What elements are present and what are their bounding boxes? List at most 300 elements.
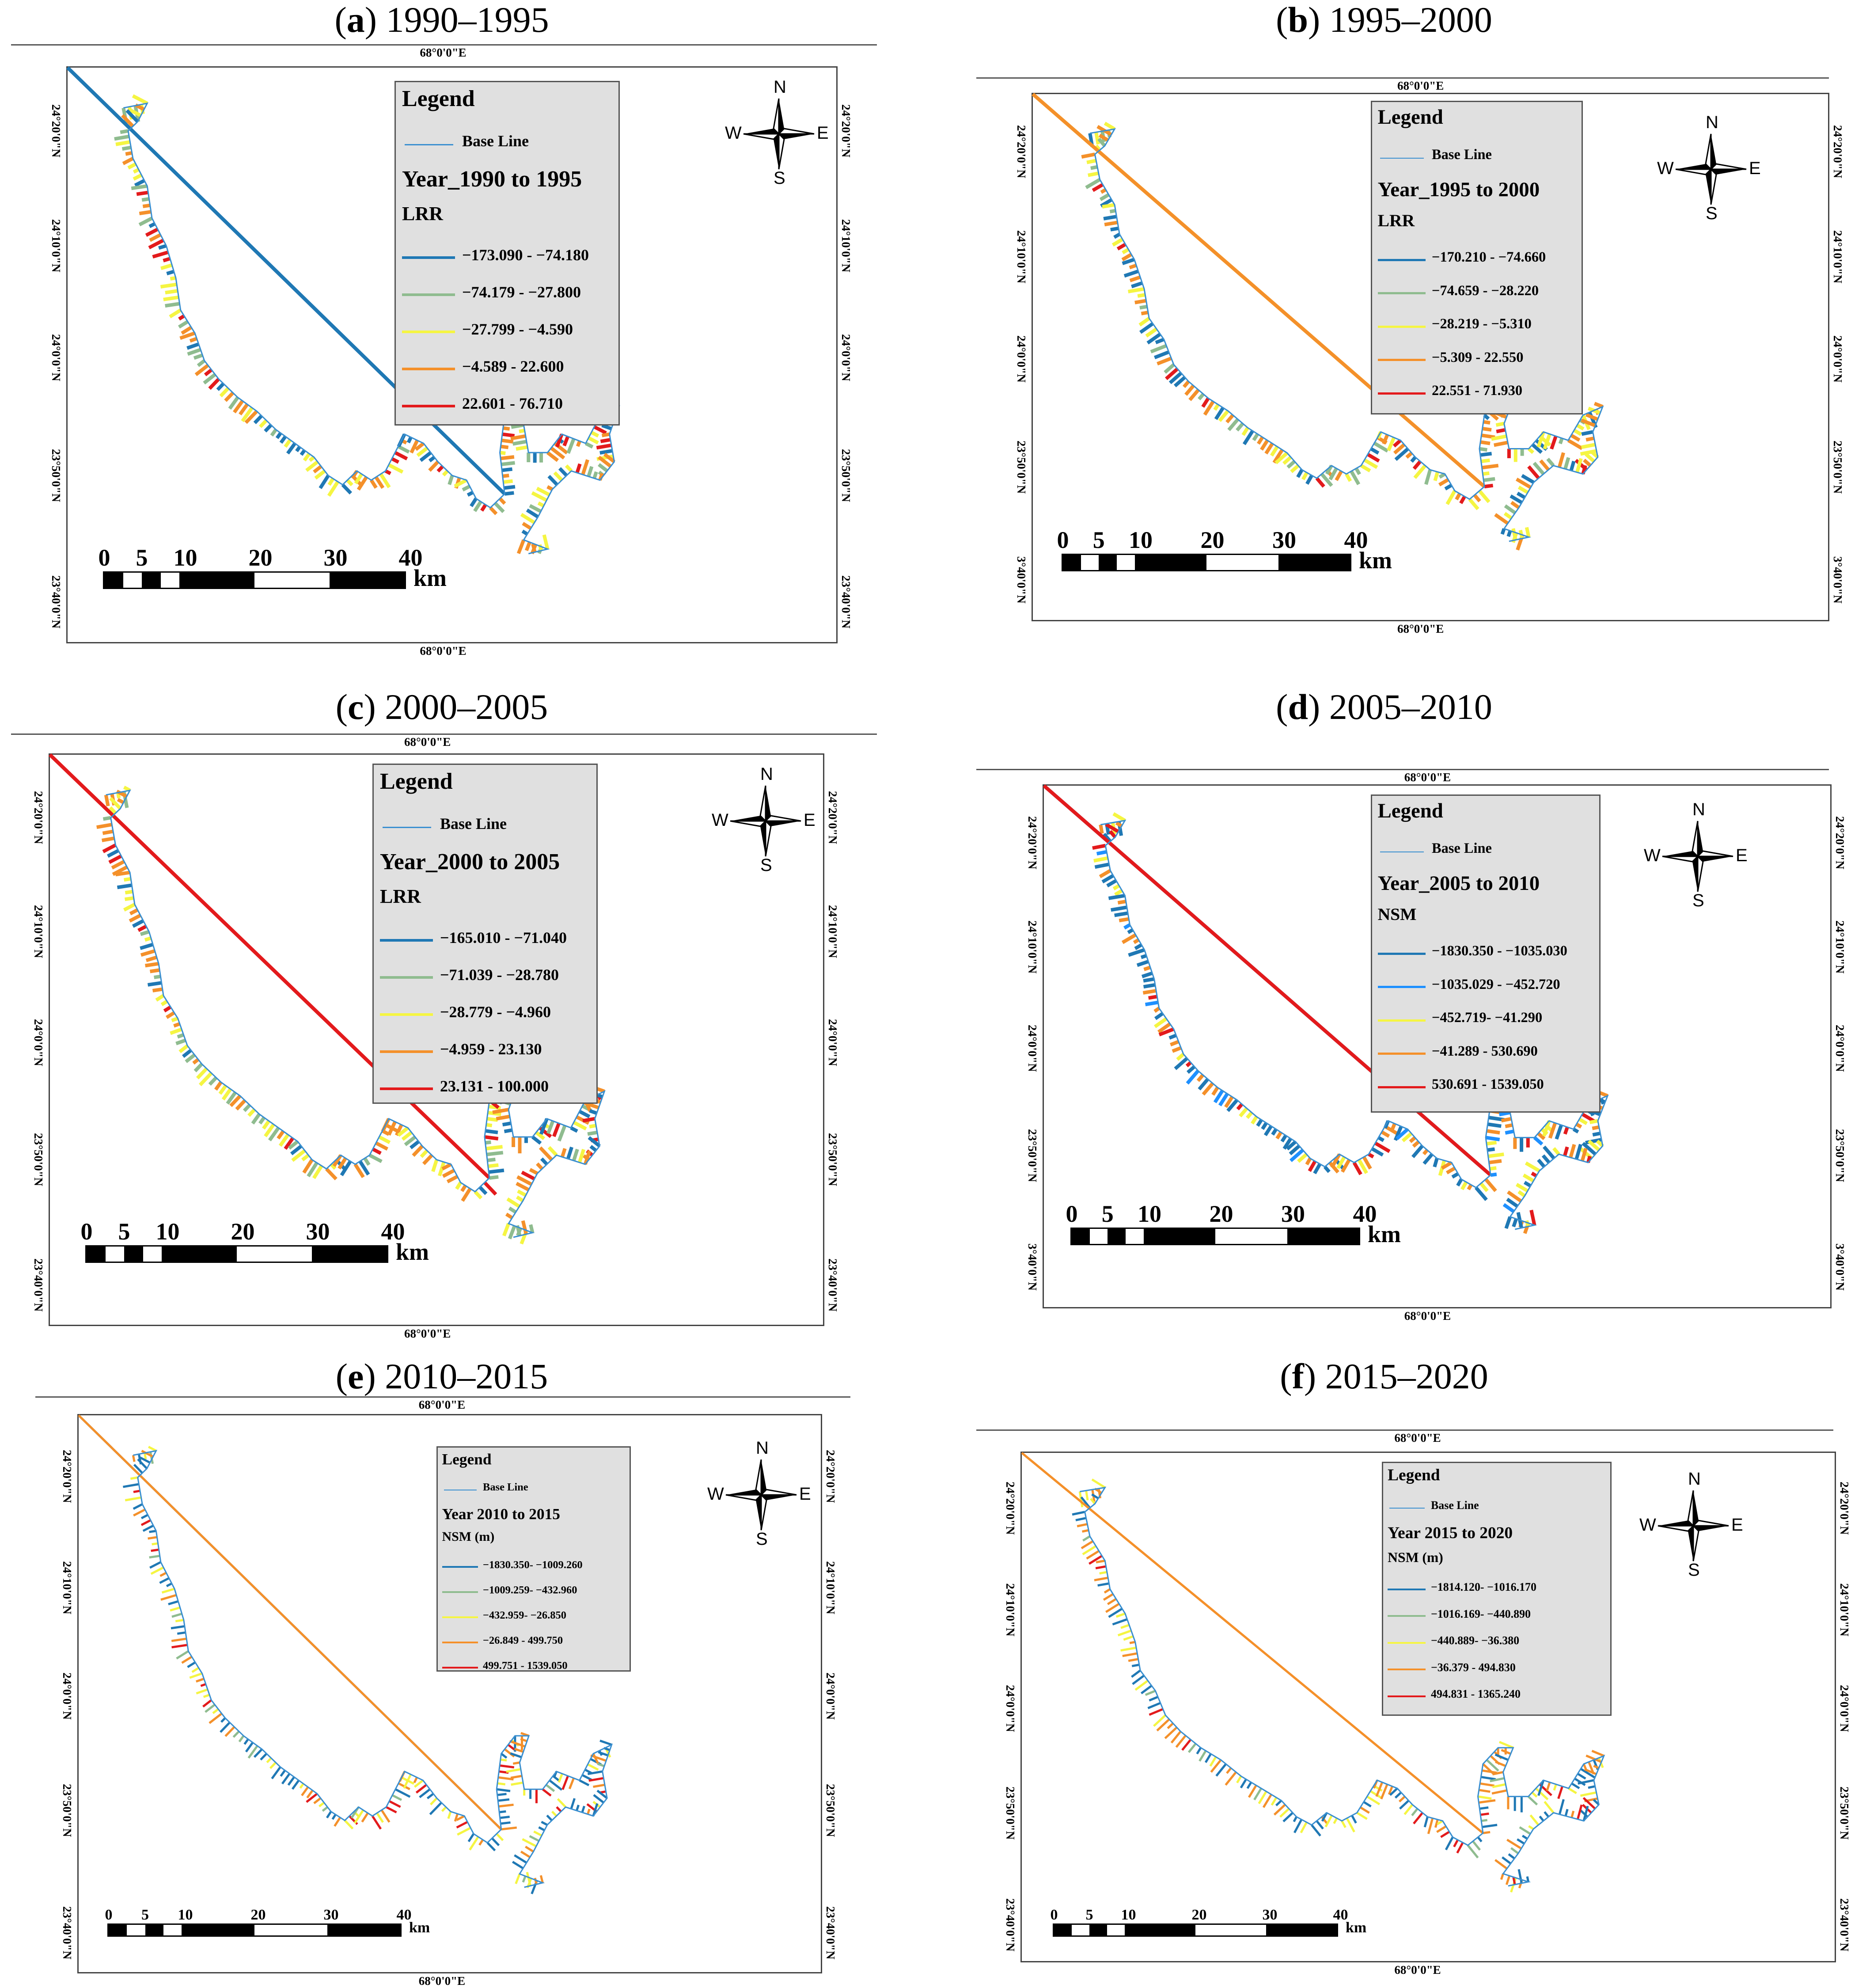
- transect: [148, 1447, 156, 1451]
- transect: [282, 1774, 290, 1784]
- legend-baseline-label: Base Line: [483, 1481, 528, 1494]
- transect: [592, 432, 599, 436]
- transect: [1440, 474, 1445, 477]
- transect: [1076, 1518, 1086, 1520]
- transect: [1544, 434, 1550, 449]
- scale-segment: [87, 1247, 106, 1262]
- transect: [1249, 1785, 1256, 1797]
- scale-unit: km: [396, 1239, 429, 1266]
- lat-label-right: 24°20'0"N: [824, 1450, 837, 1503]
- scale-segment: [1278, 555, 1350, 570]
- legend-class-swatch: [1378, 359, 1426, 361]
- transect: [582, 1775, 592, 1780]
- transect: [301, 450, 304, 455]
- transect: [1352, 1816, 1356, 1823]
- transect: [114, 137, 129, 139]
- transect: [343, 485, 351, 493]
- transect: [499, 1811, 506, 1812]
- transect: [1568, 441, 1582, 449]
- transect: [583, 1119, 595, 1121]
- transect: [449, 475, 452, 484]
- transect: [571, 1128, 577, 1131]
- panel-period: 2015–2020: [1325, 1356, 1488, 1396]
- legend-class-swatch: [442, 1591, 478, 1593]
- transect: [552, 1812, 557, 1816]
- transect: [108, 851, 118, 856]
- transect: [1424, 1154, 1432, 1163]
- map-frame: [49, 753, 824, 1326]
- map-frame: [66, 66, 838, 643]
- transect: [1172, 1731, 1181, 1743]
- transect: [118, 799, 124, 802]
- transect: [1502, 1857, 1511, 1863]
- legend-class-swatch: [442, 1566, 478, 1568]
- lat-label-right: 24°0'0"N: [824, 1673, 837, 1720]
- transect: [1199, 1079, 1208, 1089]
- transect: [1280, 1809, 1289, 1817]
- legend-class-label: 499.751 - 1539.050: [483, 1660, 568, 1672]
- transect: [1593, 1133, 1600, 1135]
- lat-label-right: 3°40'0"N: [1833, 1243, 1847, 1291]
- transect: [1367, 1797, 1380, 1805]
- transect: [1086, 1490, 1088, 1500]
- transect: [429, 457, 434, 461]
- transect: [506, 1769, 521, 1772]
- transect: [1556, 1125, 1561, 1139]
- transect: [1140, 307, 1147, 308]
- compass-n: N: [1688, 1469, 1701, 1489]
- transect: [1116, 1614, 1125, 1617]
- transect: [1400, 1801, 1409, 1809]
- transect: [1484, 486, 1493, 487]
- transect: [244, 1739, 248, 1744]
- transect: [495, 503, 504, 512]
- transect: [133, 1491, 140, 1492]
- transect: [1155, 1008, 1159, 1011]
- scale-tick-label: 0: [80, 1218, 93, 1245]
- lat-label-right: 24°20'0"N: [1833, 816, 1847, 869]
- transect: [1168, 1723, 1173, 1728]
- lon-label-bottom: 68°0'0"E: [1394, 1963, 1441, 1977]
- legend-class-label: −36.379 - 494.830: [1431, 1661, 1516, 1674]
- transect: [1144, 985, 1155, 987]
- title-rule: [35, 1396, 850, 1398]
- transect: [523, 1839, 536, 1846]
- transect: [1186, 386, 1194, 395]
- legend-class-label: 530.691 - 1539.050: [1432, 1076, 1544, 1093]
- transect: [1544, 1802, 1553, 1813]
- transect: [1378, 1137, 1384, 1140]
- transect: [329, 479, 333, 485]
- transect: [580, 1149, 584, 1163]
- transect: [1478, 1837, 1481, 1842]
- legend-class-label: 23.131 - 100.000: [440, 1077, 549, 1095]
- transect: [583, 460, 588, 475]
- transect: [1083, 1536, 1090, 1541]
- transect: [1149, 996, 1157, 998]
- legend-class-swatch: [380, 1050, 433, 1053]
- legend-class-label: −4.959 - 23.130: [440, 1040, 542, 1058]
- lat-label-left: 24°0'0"N: [1015, 335, 1028, 383]
- lon-label-top: 68°0'0"E: [1394, 1431, 1441, 1444]
- transect: [168, 1601, 178, 1604]
- transect: [1134, 940, 1139, 943]
- scale-segment: [1117, 555, 1135, 570]
- transect: [1143, 979, 1154, 981]
- transect: [1243, 428, 1248, 435]
- scale-segment: [179, 573, 254, 588]
- lat-label-right: 24°10'0"N: [839, 219, 853, 273]
- legend-class-label: −432.959- −26.850: [483, 1609, 566, 1621]
- transect: [500, 1765, 514, 1767]
- transect: [1492, 1790, 1507, 1794]
- transect: [1282, 1136, 1286, 1142]
- transect: [479, 1840, 483, 1845]
- transect: [1522, 1836, 1527, 1839]
- lat-label-left: 24°10'0"N: [1015, 230, 1028, 284]
- scale-segment: [104, 573, 123, 588]
- transect: [514, 1855, 526, 1863]
- transect: [1357, 1813, 1367, 1819]
- legend-baseline-swatch: [1389, 1508, 1424, 1509]
- transect: [265, 425, 271, 431]
- transect: [1128, 1659, 1138, 1661]
- legend-year: Year 2010 to 2015: [442, 1505, 560, 1523]
- transect: [1197, 1748, 1201, 1754]
- legend-class-swatch: [1378, 292, 1426, 294]
- transect: [554, 1123, 559, 1137]
- transect: [370, 1155, 382, 1161]
- compass-n: N: [1706, 113, 1718, 132]
- transect: [497, 1794, 507, 1795]
- transect: [492, 1838, 499, 1845]
- scale-tick-label: 40: [1333, 1907, 1348, 1923]
- transect: [162, 1001, 167, 1005]
- transect: [1104, 1589, 1110, 1593]
- transect: [204, 1695, 210, 1697]
- transect: [1571, 435, 1579, 440]
- transect: [546, 1785, 554, 1791]
- transect: [171, 1626, 185, 1628]
- transect: [172, 1614, 182, 1617]
- transect: [1525, 1182, 1531, 1186]
- transect: [1113, 239, 1123, 245]
- transect: [1140, 318, 1149, 325]
- scale-unit: km: [1368, 1221, 1401, 1248]
- transect: [1092, 1479, 1105, 1487]
- transect: [186, 1055, 195, 1062]
- transect: [1213, 1087, 1218, 1095]
- transect: [1123, 1636, 1133, 1640]
- transect: [225, 393, 233, 401]
- transect: [1483, 1832, 1490, 1833]
- lat-label-left: 24°10'0"N: [49, 219, 63, 273]
- transect: [140, 932, 149, 935]
- transect: [442, 1807, 446, 1811]
- transect: [1483, 479, 1495, 480]
- transect: [1100, 1572, 1107, 1574]
- transect: [504, 487, 515, 488]
- lat-label-left: 23°50'0"N: [49, 449, 63, 502]
- transect: [1291, 466, 1298, 472]
- transect: [272, 430, 276, 435]
- scale-tick-label: 20: [231, 1218, 255, 1245]
- transect: [1505, 513, 1511, 518]
- transect: [1238, 1104, 1242, 1109]
- legend-class-swatch: [1378, 1086, 1426, 1088]
- scale-segment: [1144, 1229, 1216, 1244]
- transect: [1112, 1619, 1127, 1624]
- transect: [253, 1114, 259, 1123]
- transect: [504, 1130, 512, 1131]
- transect: [172, 1019, 178, 1021]
- legend-metric: NSM: [1377, 904, 1417, 924]
- transect: [1118, 1631, 1131, 1635]
- transect: [97, 825, 112, 827]
- transect: [1132, 1665, 1139, 1666]
- scale-tick-label: 40: [1344, 527, 1368, 554]
- transect: [1574, 1129, 1578, 1132]
- transect: [1480, 453, 1492, 455]
- lat-label-left: 3°40'0"N: [1015, 556, 1028, 604]
- transect: [542, 1789, 551, 1796]
- transect: [1495, 1755, 1508, 1760]
- compass-e: E: [1731, 1515, 1743, 1535]
- scale-tick-label: 0: [105, 1907, 113, 1923]
- transect: [1082, 1530, 1089, 1532]
- transect: [508, 1199, 520, 1206]
- transect: [1565, 1147, 1567, 1156]
- transect: [167, 271, 174, 274]
- transect: [468, 492, 473, 495]
- transect: [1113, 814, 1125, 821]
- scale-unit: km: [409, 1920, 430, 1936]
- transect: [1473, 1841, 1480, 1850]
- transect: [1130, 265, 1136, 267]
- transect: [151, 1550, 159, 1551]
- panel-title: (f) 2015–2020: [1280, 1356, 1488, 1396]
- transect: [1216, 1764, 1226, 1776]
- transect: [431, 1798, 437, 1805]
- transect: [1100, 195, 1109, 200]
- transect: [1370, 1791, 1381, 1798]
- transect: [1102, 205, 1115, 207]
- transect: [537, 1163, 542, 1169]
- transect: [512, 1862, 523, 1868]
- transect: [281, 437, 285, 443]
- transect: [1584, 460, 1590, 466]
- legend-class-label: −71.039 - −28.780: [440, 966, 559, 984]
- transect: [117, 885, 132, 887]
- transect: [525, 1847, 533, 1851]
- scale-tick-label: 40: [1353, 1201, 1377, 1228]
- scale-tick-label: 10: [1138, 1201, 1161, 1228]
- transect: [347, 480, 352, 485]
- transect: [1571, 461, 1574, 471]
- legend-class-swatch: [402, 405, 455, 407]
- transect: [1496, 423, 1504, 425]
- scale-tick-label: 0: [1057, 527, 1069, 554]
- transect: [179, 322, 188, 327]
- scale-tick-label: 0: [1050, 1907, 1058, 1923]
- transect: [1509, 1854, 1514, 1859]
- transect: [1176, 1736, 1186, 1747]
- transect: [542, 1159, 547, 1164]
- transect: [386, 471, 391, 474]
- legend-title: Legend: [1377, 799, 1443, 823]
- transect: [172, 1645, 188, 1647]
- lat-label-right: 24°20'0"N: [1831, 125, 1844, 179]
- transect: [497, 1783, 505, 1784]
- legend-class-swatch: [442, 1667, 478, 1669]
- transect: [475, 502, 481, 511]
- lat-label-right: 23°50'0"N: [1831, 440, 1844, 494]
- legend-class-label: −1830.350- −1009.260: [483, 1558, 583, 1571]
- scale-segment: [1266, 1925, 1337, 1935]
- legend-class-label: −173.090 - −74.180: [462, 246, 589, 264]
- transect: [1135, 1680, 1148, 1690]
- legend-title: Legend: [380, 769, 453, 794]
- transect: [1574, 430, 1581, 434]
- transect: [485, 1137, 498, 1139]
- scale-segment: [1287, 1229, 1359, 1244]
- transect: [1215, 405, 1218, 410]
- lat-label-right: 24°0'0"N: [1838, 1685, 1851, 1732]
- transect: [1097, 852, 1107, 854]
- scale-tick-label: 10: [156, 1218, 180, 1245]
- transect: [1095, 864, 1109, 867]
- legend-year: Year_1995 to 2000: [1377, 178, 1540, 201]
- transect: [315, 471, 325, 478]
- transect: [176, 1040, 186, 1043]
- transect: [1480, 1813, 1489, 1815]
- lat-label-left: 24°20'0"N: [32, 791, 45, 844]
- scale-segment: [161, 573, 180, 588]
- transect: [1593, 1766, 1599, 1768]
- transect: [1263, 1794, 1271, 1807]
- legend-class-label: −5.309 - 22.550: [1432, 349, 1524, 365]
- legend-class-label: −1035.029 - −452.720: [1432, 976, 1560, 992]
- map-panel-c: [0, 683, 884, 1346]
- transect: [267, 1758, 271, 1763]
- transect: [1093, 185, 1103, 190]
- map-legend: [436, 1446, 631, 1672]
- panel-title: (a) 1990–1995: [334, 0, 549, 40]
- transect: [1517, 1839, 1524, 1844]
- lat-label-left: 24°20'0"N: [1004, 1482, 1017, 1535]
- transect: [1554, 1784, 1556, 1790]
- transect: [1488, 1154, 1504, 1156]
- map-frame: [77, 1414, 822, 1973]
- legend-class-swatch: [1378, 259, 1426, 261]
- scale-tick-label: 10: [173, 544, 197, 571]
- transect: [516, 447, 527, 449]
- transect: [395, 1789, 410, 1797]
- compass-s: S: [1692, 891, 1704, 910]
- compass-n: N: [756, 1438, 769, 1458]
- transect: [554, 473, 561, 480]
- lon-label-bottom: 68°0'0"E: [1404, 1309, 1451, 1323]
- transect: [138, 926, 146, 930]
- transect: [233, 1731, 239, 1737]
- transect: [1372, 1148, 1383, 1155]
- transect: [1412, 1809, 1417, 1815]
- transect: [165, 291, 178, 293]
- lat-label-left: 24°0'0"N: [1026, 1024, 1039, 1072]
- compass-w: W: [712, 810, 728, 830]
- lat-label-left: 23°40'0"N: [49, 575, 63, 629]
- transect: [1508, 531, 1510, 536]
- transect: [1414, 1813, 1422, 1824]
- transect: [376, 1143, 387, 1149]
- transect: [1145, 1002, 1158, 1004]
- transect: [562, 1148, 565, 1157]
- transect: [600, 1791, 606, 1792]
- transect: [1128, 930, 1133, 932]
- transect: [300, 1784, 303, 1788]
- transect: [1457, 1843, 1463, 1853]
- transect: [170, 310, 180, 317]
- lat-label-right: 24°20'0"N: [839, 104, 853, 158]
- transect: [1529, 1826, 1533, 1829]
- transect: [413, 1146, 422, 1156]
- scale-tick-label: 20: [1209, 1201, 1233, 1228]
- legend-baseline-label: Base Line: [1432, 840, 1492, 856]
- transect: [1088, 173, 1099, 175]
- transect: [1182, 1740, 1191, 1750]
- transect: [1480, 1783, 1494, 1786]
- transect: [429, 462, 438, 471]
- transect: [174, 1024, 180, 1026]
- transect: [1145, 1691, 1156, 1695]
- transect: [1479, 1790, 1490, 1792]
- legend-year: Year_1990 to 1995: [402, 167, 582, 192]
- transect: [153, 252, 168, 257]
- transect: [1519, 1869, 1521, 1883]
- transect: [600, 440, 610, 441]
- transect: [488, 1165, 499, 1167]
- transect: [1504, 1205, 1514, 1212]
- scale-segment: [162, 1247, 237, 1262]
- panel-title: (e) 2010–2015: [335, 1356, 548, 1396]
- scale-tick-label: 0: [1066, 1201, 1078, 1228]
- legend-title: Legend: [402, 86, 475, 111]
- transect: [1529, 1797, 1537, 1805]
- transect: [1480, 442, 1490, 443]
- transect: [1529, 449, 1533, 453]
- transect: [190, 338, 197, 341]
- transect: [487, 1119, 497, 1120]
- compass-s: S: [1688, 1560, 1700, 1580]
- compass-w: W: [1639, 1515, 1656, 1535]
- transect: [165, 304, 180, 306]
- compass-w: W: [1657, 159, 1674, 178]
- compass-n: N: [1692, 800, 1705, 819]
- transect: [204, 374, 215, 383]
- transect: [103, 818, 111, 819]
- transect: [1146, 329, 1157, 336]
- scale-unit: km: [413, 565, 447, 592]
- transect: [187, 344, 198, 348]
- transect: [1527, 527, 1529, 537]
- transect: [1227, 415, 1233, 422]
- legend-class-swatch: [380, 939, 433, 942]
- legend-class-swatch: [1378, 392, 1426, 395]
- transect: [362, 1813, 368, 1822]
- map-panel-a: [0, 0, 884, 663]
- transect: [292, 1780, 299, 1789]
- transect: [192, 1668, 199, 1672]
